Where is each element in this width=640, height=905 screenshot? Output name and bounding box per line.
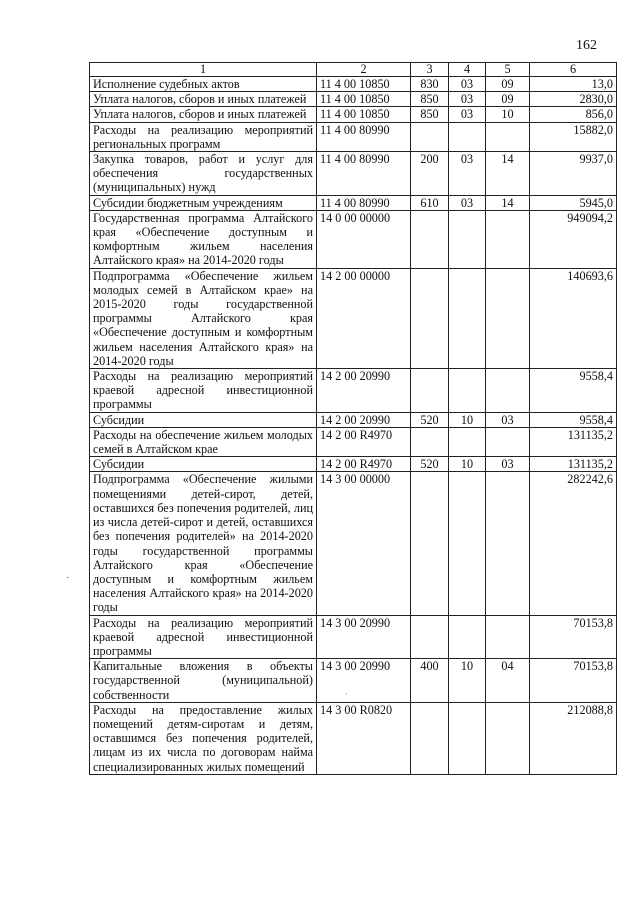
row-pr: [486, 427, 530, 456]
row-rz: [449, 427, 486, 456]
table-row: [90, 152, 617, 196]
row-name: Субсидии: [90, 412, 317, 427]
row-amount: 5945,0: [530, 195, 617, 210]
row-amount: 212088,8: [530, 702, 617, 774]
row-rz: 10: [449, 457, 486, 472]
row-rz: [449, 615, 486, 659]
row-pr: 14: [486, 152, 530, 196]
row-rz: [449, 268, 486, 368]
table-row: [90, 369, 617, 413]
row-vr: 520: [411, 457, 449, 472]
row-rz: [449, 210, 486, 268]
row-vr: [411, 369, 449, 413]
row-vr: 850: [411, 107, 449, 122]
row-name: Расходы на обеспечение жильем молодых семей в Алтайском крае: [90, 427, 317, 456]
row-amount: 140693,6: [530, 268, 617, 368]
row-amount: 282242,6: [530, 472, 617, 615]
row-rz: 03: [449, 77, 486, 92]
row-amount: 131135,2: [530, 457, 617, 472]
table-row: [90, 77, 617, 92]
table-row: [90, 659, 617, 703]
row-name: Закупка товаров, работ и услуг для обеспечения государственных (муниципальных) нужд: [90, 152, 317, 196]
row-name: Государственная программа Алтайского края «Обеспечение доступным и комфортным жильем населения Алтайского края» на 2014-2020 годы: [90, 210, 317, 268]
row-rz: [449, 472, 486, 615]
row-name: Подпрограмма «Обеспечение жильем молодых семей в Алтайском крае» на 2015-2020 годы государственной программы Алтайского края «Обеспечение доступным и комфортным жильем населения Алтайского края» на 2014-2020 годы: [90, 268, 317, 368]
table-row: [90, 107, 617, 122]
row-code: 14 2 00 R4970: [317, 427, 411, 456]
row-amount: 9937,0: [530, 152, 617, 196]
row-name: Расходы на реализацию мероприятий краевой адресной инвестиционной программы: [90, 369, 317, 413]
row-code: 14 3 00 20990: [317, 659, 411, 703]
row-pr: [486, 615, 530, 659]
row-rz: 10: [449, 659, 486, 703]
row-vr: [411, 615, 449, 659]
col-header-pr: 5: [486, 63, 530, 77]
row-vr: 610: [411, 195, 449, 210]
row-amount: 70153,8: [530, 659, 617, 703]
row-pr: 10: [486, 107, 530, 122]
row-rz: 03: [449, 195, 486, 210]
row-name: Субсидии бюджетным учреждениям: [90, 195, 317, 210]
row-name: Подпрограмма «Обеспечение жилыми помещениями детей-сирот, детей, оставшихся без попечения родителей, лиц из числа детей-сирот и детей, оставшихся без попечения родителей» на 2014-2020 годы государственной программы Алтайского края «Обеспечение доступным и комфортным жильем населения Алтайского края» на 2014-2020 годы: [90, 472, 317, 615]
row-code: 11 4 00 10850: [317, 92, 411, 107]
row-pr: 04: [486, 659, 530, 703]
row-pr: 09: [486, 92, 530, 107]
row-name: Расходы на реализацию мероприятий региональных программ: [90, 122, 317, 151]
row-amount: 2830,0: [530, 92, 617, 107]
row-code: 11 4 00 80990: [317, 195, 411, 210]
row-code: 14 2 00 20990: [317, 412, 411, 427]
row-rz: 03: [449, 152, 486, 196]
col-header-name: 1: [90, 63, 317, 77]
row-code: 14 3 00 00000: [317, 472, 411, 615]
row-rz: [449, 122, 486, 151]
row-vr: [411, 702, 449, 774]
row-vr: [411, 268, 449, 368]
row-vr: 200: [411, 152, 449, 196]
row-pr: [486, 268, 530, 368]
row-name: Субсидии: [90, 457, 317, 472]
row-name: Расходы на предоставление жилых помещений детям-сиротам и детям, оставшимся без попечения родителей, лицам из их числа по договорам найма специализированных жилых помещений: [90, 702, 317, 774]
row-rz: 03: [449, 107, 486, 122]
row-pr: [486, 210, 530, 268]
col-header-amount: 6: [530, 63, 617, 77]
row-code: 14 3 00 R0820: [317, 702, 411, 774]
row-rz: [449, 702, 486, 774]
row-vr: 830: [411, 77, 449, 92]
table-row: [90, 457, 617, 472]
budget-table: [89, 62, 617, 775]
row-pr: 03: [486, 412, 530, 427]
row-amount: 70153,8: [530, 615, 617, 659]
row-amount: 949094,2: [530, 210, 617, 268]
row-amount: 9558,4: [530, 369, 617, 413]
row-pr: [486, 122, 530, 151]
row-rz: 03: [449, 92, 486, 107]
table-row: [90, 427, 617, 456]
table-row: [90, 412, 617, 427]
row-code: 11 4 00 80990: [317, 122, 411, 151]
page-number: 162: [576, 38, 597, 53]
table-row: [90, 210, 617, 268]
row-amount: 13,0: [530, 77, 617, 92]
table-row: [90, 268, 617, 368]
table-row: [90, 472, 617, 615]
row-vr: 400: [411, 659, 449, 703]
row-name: Уплата налогов, сборов и иных платежей: [90, 107, 317, 122]
row-name: Расходы на реализацию мероприятий краевой адресной инвестиционной программы: [90, 615, 317, 659]
table-row: [90, 702, 617, 774]
table-row: [90, 122, 617, 151]
row-vr: [411, 210, 449, 268]
row-code: 14 2 00 00000: [317, 268, 411, 368]
row-code: 14 3 00 20990: [317, 615, 411, 659]
row-vr: 850: [411, 92, 449, 107]
table-header-row: [90, 63, 617, 77]
row-amount: 15882,0: [530, 122, 617, 151]
row-pr: [486, 702, 530, 774]
row-name: Капитальные вложения в объекты государственной (муниципальной) собственности: [90, 659, 317, 703]
col-header-vr: 3: [411, 63, 449, 77]
row-vr: [411, 122, 449, 151]
row-rz: [449, 369, 486, 413]
row-code: 14 2 00 R4970: [317, 457, 411, 472]
row-rz: 10: [449, 412, 486, 427]
table-row: [90, 195, 617, 210]
row-pr: 14: [486, 195, 530, 210]
row-pr: [486, 472, 530, 615]
row-pr: 03: [486, 457, 530, 472]
row-code: 14 0 00 00000: [317, 210, 411, 268]
row-amount: 9558,4: [530, 412, 617, 427]
row-pr: 09: [486, 77, 530, 92]
row-name: Уплата налогов, сборов и иных платежей: [90, 92, 317, 107]
row-code: 11 4 00 10850: [317, 107, 411, 122]
row-vr: [411, 472, 449, 615]
table-row: [90, 92, 617, 107]
row-code: 14 2 00 20990: [317, 369, 411, 413]
row-code: 11 4 00 80990: [317, 152, 411, 196]
table-row: [90, 615, 617, 659]
col-header-code: 2: [317, 63, 411, 77]
row-amount: 131135,2: [530, 427, 617, 456]
row-amount: 856,0: [530, 107, 617, 122]
row-name: Исполнение судебных актов: [90, 77, 317, 92]
row-vr: 520: [411, 412, 449, 427]
scan-artifact-mark: ·: [345, 690, 348, 699]
row-vr: [411, 427, 449, 456]
row-pr: [486, 369, 530, 413]
col-header-rz: 4: [449, 63, 486, 77]
scan-artifact-mark: ·: [66, 573, 70, 584]
row-code: 11 4 00 10850: [317, 77, 411, 92]
